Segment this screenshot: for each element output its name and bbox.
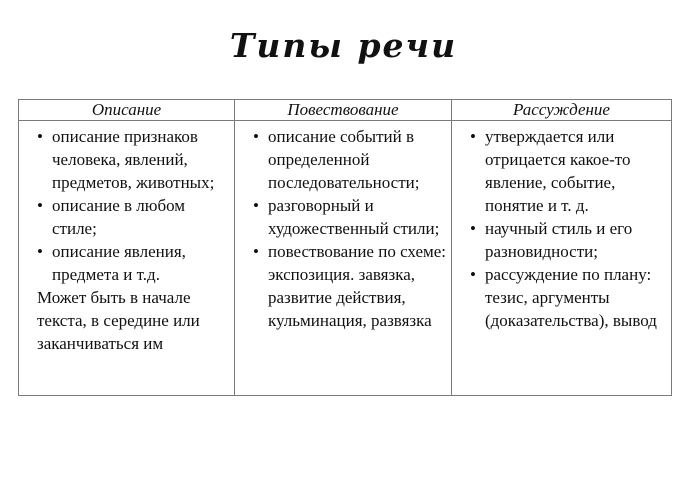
speech-types-table [18, 99, 672, 396]
narration-cell [235, 121, 452, 396]
list-item: • описание явления, предмета и т.д. [37, 240, 230, 286]
narration-list [253, 125, 447, 332]
description-note: Может быть в начале текста, в середине или заканчиваться им [37, 288, 200, 353]
column-header-narration: Повествование [235, 100, 452, 121]
list-item: • разговорный и художественный стили; [253, 194, 447, 240]
list-item: • рассуждение по плану: тезис, аргументы (доказательства), вывод [470, 263, 667, 332]
description-cell [19, 121, 235, 396]
list-item: • утверждается или отрицается какое-то явление, событие, понятие и т. д. [470, 125, 667, 217]
column-header-reasoning: Рассуждение [452, 100, 672, 121]
reasoning-list [470, 125, 667, 332]
list-item: • описание в любом стиле; [37, 194, 230, 240]
description-list [37, 125, 230, 286]
list-item: • повествование по схеме: экспозиция. завязка, развитие действия, кульминация, развязка [253, 240, 447, 332]
list-item: • описание признаков человека, явлений, предметов, животных; [37, 125, 230, 194]
column-header-description: Описание [19, 100, 235, 121]
list-item: • описание событий в определенной последовательности; [253, 125, 447, 194]
table-body-row [19, 121, 672, 396]
page-title: Типы речи [229, 26, 458, 65]
list-item: • научный стиль и его разновидности; [470, 217, 667, 263]
table-header-row [19, 100, 672, 121]
reasoning-cell [452, 121, 672, 396]
